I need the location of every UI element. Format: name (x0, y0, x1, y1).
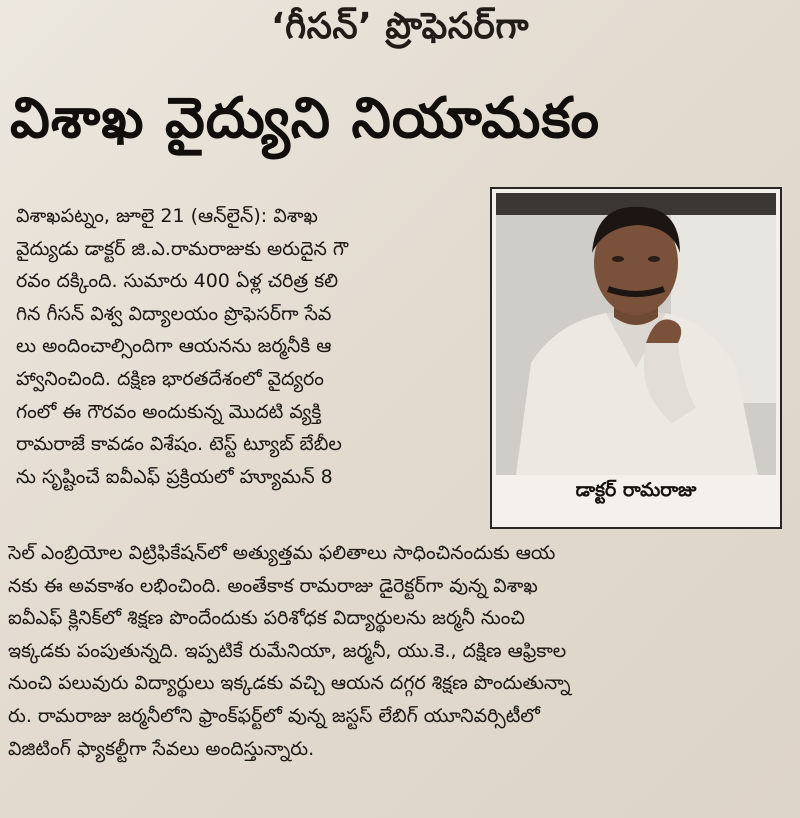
body-line: నకు ఈ అవకాశం లభించింది. అంతేకాక రామరాజు డైరెక్టర్‌గా వున్న విశాఖ (8, 574, 538, 597)
article-headline: విశాఖ వైద్యుని నియామకం (10, 86, 600, 151)
body-line: గంలో ఈ గౌరవం అందుకున్న మొదటి వ్యక్తి (16, 400, 322, 423)
article-kicker: ‘గీసన్’ ప్రొఫెసర్‌గా (270, 6, 530, 47)
body-line: ను సృష్టించే ఐవీఎఫ్ ప్రక్రియలో హ్యూమన్ 8 (16, 465, 333, 488)
body-line: రామరాజే కావడం విశేషం. టెస్ట్ ట్యూబ్ బేబీల (16, 433, 342, 456)
body-line: సెల్ ఎంబ్రియోల విట్రిఫికేషన్‌లో అత్యుత్తమ ఫలితాలు సాధించినందుకు ఆయ (8, 542, 556, 564)
body-line: రవం దక్కింది. సుమారు 400 ఏళ్ల చరిత్ర కలి (16, 270, 339, 293)
body-line: వైద్యుడు డాక్టర్ జి.ఎ.రామరాజుకు అరుదైన గౌ (16, 237, 349, 260)
photo-frame (490, 187, 782, 529)
body-line: గిన గీసన్ విశ్వ విద్యాలయం ప్రొఫెసర్‌గా సేవ (16, 302, 332, 325)
body-line: లు అందించాల్సిందిగా ఆయనను జర్మనీకి ఆ (16, 335, 332, 358)
body-line: నుంచి పలువురు విద్యార్థులు ఇక్కడకు వచ్చి ఆయన దగ్గర శిక్షణ పొందుతున్నా (8, 672, 571, 695)
article-body-narrow-column (16, 200, 486, 493)
photo-caption: డాక్టర్ రామరాజు (575, 479, 697, 501)
body-line: రు. రామరాజు జర్మనీలోని ఫ్రాంక్‌ఫర్ట్‌లో వున్న జస్టస్ లేబిగ్ యూనివర్సిటీలో (8, 704, 540, 727)
article-body-wide-column (8, 537, 783, 765)
portrait-photo (496, 193, 776, 475)
portrait-illustration (496, 193, 776, 475)
body-line: హ్వానించింది. దక్షిణ భారతదేశంలో వైద్యరం (16, 367, 324, 390)
body-line: ఐవీఎఫ్ క్లినిక్‌లో శిక్షణ పొందేందుకు పరిశోధక విద్యార్థులను జర్మనీ నుంచి (8, 607, 525, 630)
body-line: విజిటింగ్ ఫ్యాకల్టీగా సేవలు అందిస్తున్నారు. (8, 737, 315, 760)
body-line: ఇక్కడకు పంపుతున్నది. ఇప్పటికే రుమేనియా, జర్మనీ, యు.కె., దక్షిణ ఆఫ్రికాల (8, 639, 567, 662)
body-line: విశాఖపట్నం, జూలై 21 (ఆన్‌లైన్): విశాఖ (16, 205, 318, 227)
